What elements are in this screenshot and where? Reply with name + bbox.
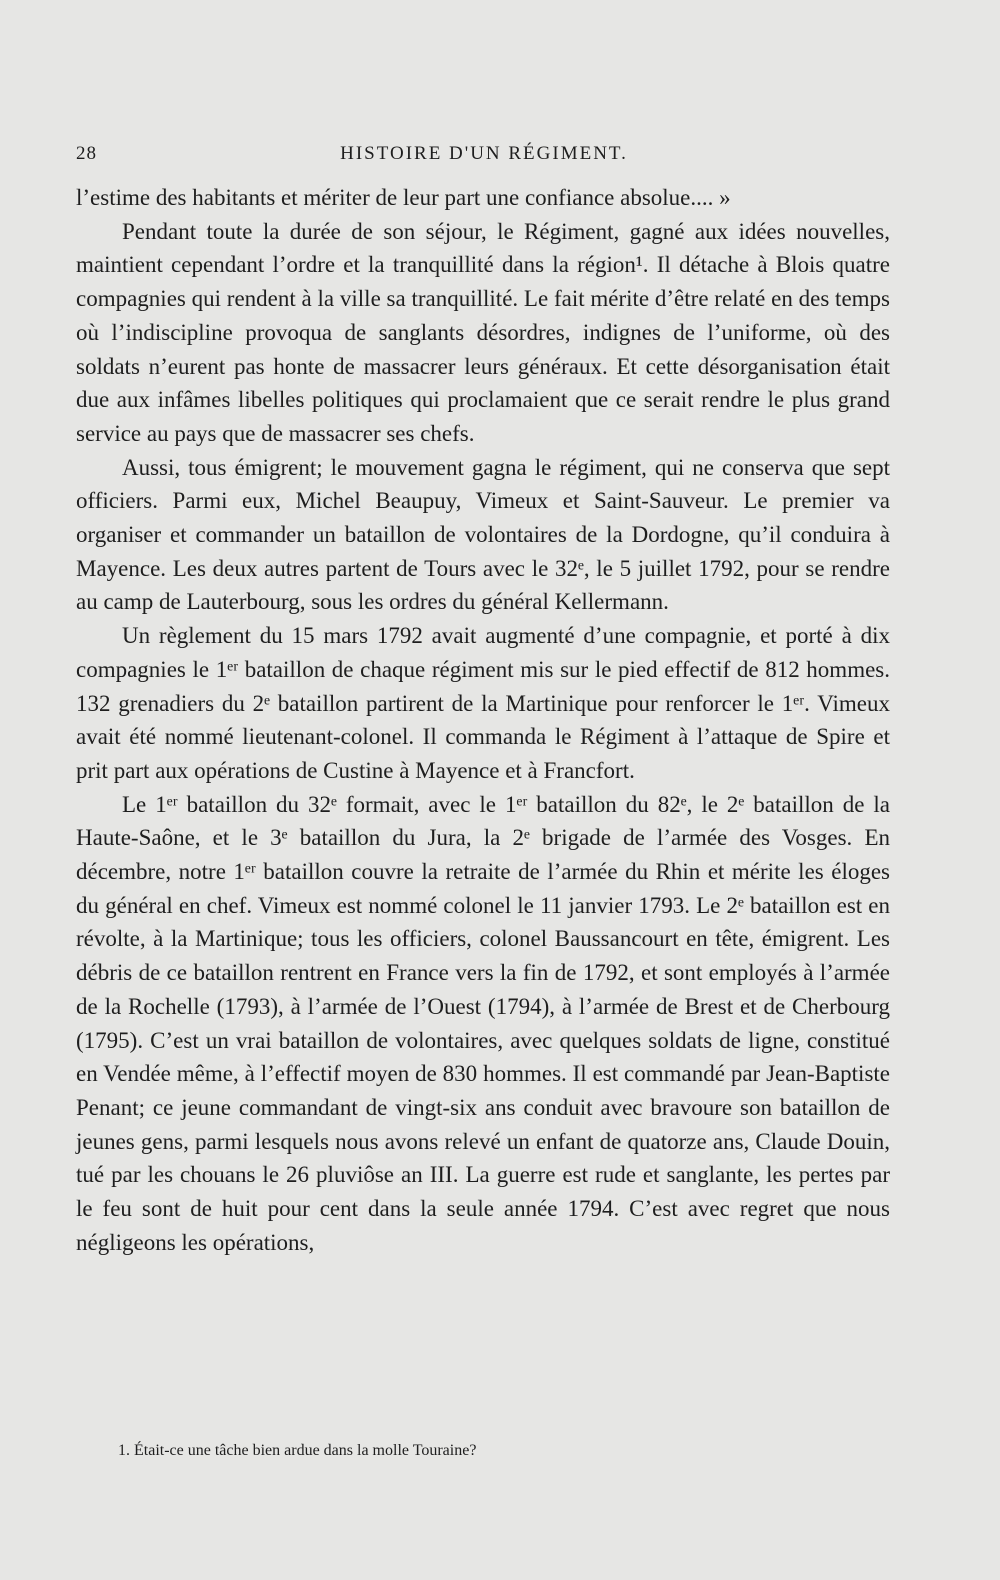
paragraph: Pendant toute la durée de son séjour, le Régiment, gagné aux idées nouvelles, maintient cependant l’ordre et la tranquillité dans la région¹. Il détache à Blois quatre compagnies qui rendent à la ville sa tranquillité. Le fait mérite d’être relaté en des temps où l’indiscipline provoqua de sanglants désordres, indignes de l’uniforme, où des soldats n’eurent pas honte de massacrer leurs généraux. Et cette désorganisation était due aux infâmes libelles politiques qui proclamaient que ce serait rendre le plus grand service au pays que de massacrer ses chefs.	[76, 218, 890, 446]
paragraph: Aussi, tous émigrent; le mouvement gagna le régiment, qui ne conserva que sept officiers. Parmi eux, Michel Beaupuy, Vimeux et Saint-Sauveur. Le premier va organiser et commander un bataillon de volontaires de la Dordogne, qu’il conduira à Mayence. Les deux autres partent de Tours avec le 32ᵉ, le 5 juillet 1792, pour se rendre au camp de Lauterbourg, sous les ordres du général Kellermann.	[76, 454, 890, 615]
footnote: 1. Était-ce une tâche bien ardue dans la molle Touraine?	[118, 1442, 477, 1459]
running-title: HISTOIRE D'UN RÉGIMENT.	[340, 143, 628, 164]
paragraph: Le 1ᵉʳ bataillon du 32ᵉ formait, avec le 1ᵉʳ bataillon du 82ᵉ, le 2ᵉ bataillon de la Haute-Saône, et le 3ᵉ bataillon du Jura, la 2ᵉ brigade de l’armée des Vosges. En décembre, notre 1ᵉʳ bataillon couvre la retraite de l’armée du Rhin et mérite les éloges du général en chef. Vimeux est nommé colonel le 11 janvier 1793. Le 2ᵉ bataillon est en révolte, à la Martinique; tous les officiers, colonel Baussancourt en tête, émigrent. Les débris de ce bataillon rentrent en France vers la fin de 1792, et sont employés à l’armée de la Rochelle (1793), à l’armée de l’Ouest (1794), à l’armée de Brest et de Cherbourg (1795). C’est un vrai bataillon de volontaires, avec quelques soldats de ligne, constitué en Vendée même, à l’effectif moyen de 830 hommes. Il est commandé par Jean-Baptiste Penant; ce jeune commandant de vingt-six ans conduit avec bravoure son bataillon de jeunes gens, parmi lesquels nous avons relevé un enfant de quatorze ans, Claude Douin, tué par les chouans le 26 pluviôse an III. La guerre est rude et sanglante, les pertes par le feu sont de huit pour cent dans la seule année 1794. C’est avec regret que nous négligeons les opérations,	[76, 791, 890, 1255]
paragraph-continuation: l’estime des habitants et mériter de leur part une confiance absolue.... »	[76, 185, 731, 210]
page-header	[76, 143, 892, 169]
body-text	[76, 181, 890, 1260]
page-number: 28	[76, 143, 97, 164]
paragraph: Un règlement du 15 mars 1792 avait augmenté d’une compagnie, et porté à dix compagnies le 1ᵉʳ bataillon de chaque régiment mis sur le pied effectif de 812 hommes. 132 grenadiers du 2ᵉ bataillon partirent de la Martinique pour renforcer le 1ᵉʳ. Vimeux avait été nommé lieutenant-colonel. Il commanda le Régiment à l’attaque de Spire et prit part aux opérations de Custine à Mayence et à Francfort.	[76, 623, 890, 783]
